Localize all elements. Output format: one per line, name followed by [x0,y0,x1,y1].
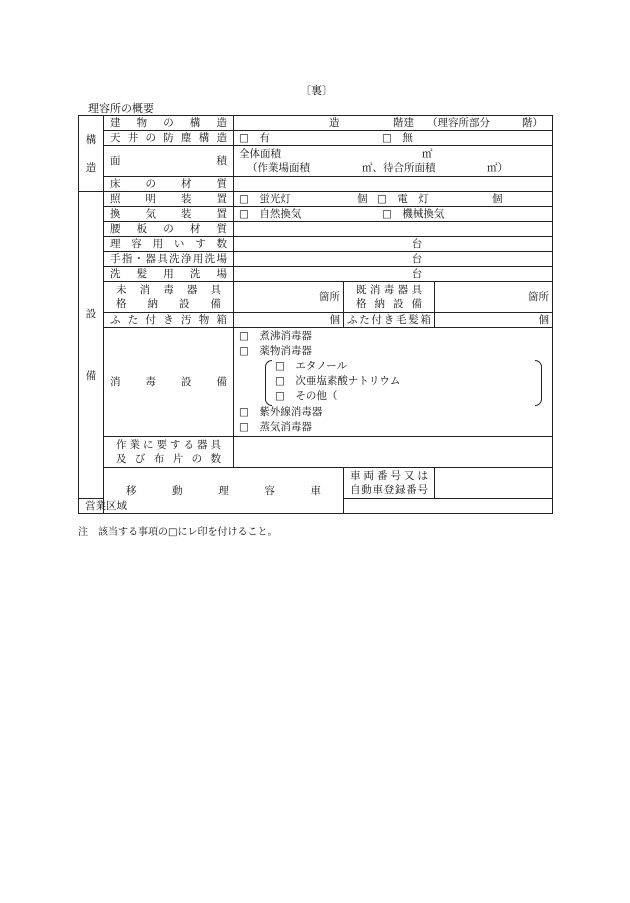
chairs-value[interactable]: 台 [234,237,553,252]
dirty-box-label: ふた付き汚物箱 [104,313,234,328]
handwash-value[interactable]: 台 [234,252,553,267]
lighting-label: 照明装置 [104,192,234,207]
left-brace [265,360,272,406]
row-tools [79,437,553,468]
disinfected-storage-label: 既消毒器具 格納設備 [344,282,435,313]
undisinfected-storage-label: 未消毒器具 格納設備 [104,282,234,313]
row-ventilation [79,207,553,222]
area-value[interactable]: 全体面積 ㎡ （作業場面積 ㎡、待合所面積 ㎡） [234,146,553,177]
disinfect-hypochlorite-checkbox[interactable]: □ 次亜塩素酸ナトリウム [275,375,401,387]
page-header: 〔裏〕 [300,84,333,97]
hair-box-value[interactable]: 個 [435,313,553,328]
handwash-label: 手指・器具洗浄用洗場 [104,252,234,267]
row-wainscot [79,222,553,237]
floor-label: 床の材質 [104,177,234,192]
disinfected-storage-value[interactable]: 箇所 [435,282,553,313]
vent-mechanical-checkbox[interactable]: □ 機械換気 [382,208,445,220]
wainscot-label: 腰板の材質 [104,222,234,237]
disinfect-steam-checkbox[interactable]: □ 蒸気消毒器 [239,421,312,433]
ventilation-value[interactable] [234,207,553,222]
disinfect-ethanol-checkbox[interactable]: □ エタノール [275,360,348,372]
disinfect-uv-checkbox[interactable]: □ 紫外線消毒器 [239,406,323,418]
tools-value[interactable] [234,437,553,468]
hairwash-label: 洗髪用洗場 [104,267,234,282]
hairwash-value[interactable]: 台 [234,267,553,282]
business-area-value[interactable] [344,499,553,514]
business-area-label: 営業区域 [79,499,104,514]
disinfect-options[interactable] [234,328,553,437]
hair-box-label: ふた付き毛髪箱 [344,313,435,328]
lighting-bulb-checkbox[interactable]: □ 電 灯 [377,193,429,205]
row-ceiling [79,131,553,146]
row-hairwash [79,267,553,282]
building-structure-label: 建物の構造 [104,116,234,131]
vehicle-number-label: 車両番号又は 自動車登録番号 [344,468,435,499]
disinfect-boil-checkbox[interactable]: □ 煮沸消毒器 [239,330,312,342]
disinfect-chem-checkbox[interactable]: □ 薬物消毒器 [239,345,312,357]
row-area [79,146,553,177]
ceiling-value[interactable] [234,131,553,146]
right-brace [535,360,542,406]
footnote: 注 該当する事項の□にレ印を付けること。 [78,527,278,538]
tools-label: 作業に要する器具 及び布片の数 [104,437,234,468]
vehicle-number-value[interactable] [435,468,553,499]
wainscot-value[interactable] [234,222,553,237]
area-label: 面積 [104,146,234,177]
group-equipment: 設 備 [79,192,104,499]
lighting-value[interactable]: □ 蛍光灯 個 □ 電 灯 個 [234,192,553,207]
dirty-box-value[interactable]: 個 [234,313,344,328]
row-handwash [79,252,553,267]
building-structure-value[interactable]: 造 階建 （理容所部分 階） [234,116,553,131]
chairs-label: 理容用いす数 [104,237,234,252]
overview-form-table [78,115,553,514]
disinfect-label: 消毒設備 [104,328,234,437]
vent-natural-checkbox[interactable]: □ 自然換気 [239,208,302,220]
row-disinfection [79,328,553,437]
group-structure: 構 造 [79,116,104,192]
ceiling-label: 天井の防塵構造 [104,131,234,146]
row-lighting [79,192,553,207]
row-chairs [79,237,553,252]
lighting-fluorescent-checkbox[interactable]: □ 蛍光灯 [239,193,291,205]
row-floor [79,177,553,192]
section-title: 理容所の概要 [88,102,154,115]
row-building-structure [79,116,553,131]
ceiling-yes-checkbox[interactable]: □ 有 [239,132,270,144]
row-boxes [79,313,553,328]
row-storage [79,282,553,313]
mobile-label: 移動理容車 [104,468,344,514]
ceiling-no-checkbox[interactable]: □ 無 [382,132,413,144]
row-mobile-vehicle [79,468,553,499]
undisinfected-storage-value[interactable]: 箇所 [234,282,344,313]
floor-value[interactable] [234,177,553,192]
ventilation-label: 換気装置 [104,207,234,222]
disinfect-other-checkbox[interactable]: □ その他（ [275,390,338,402]
